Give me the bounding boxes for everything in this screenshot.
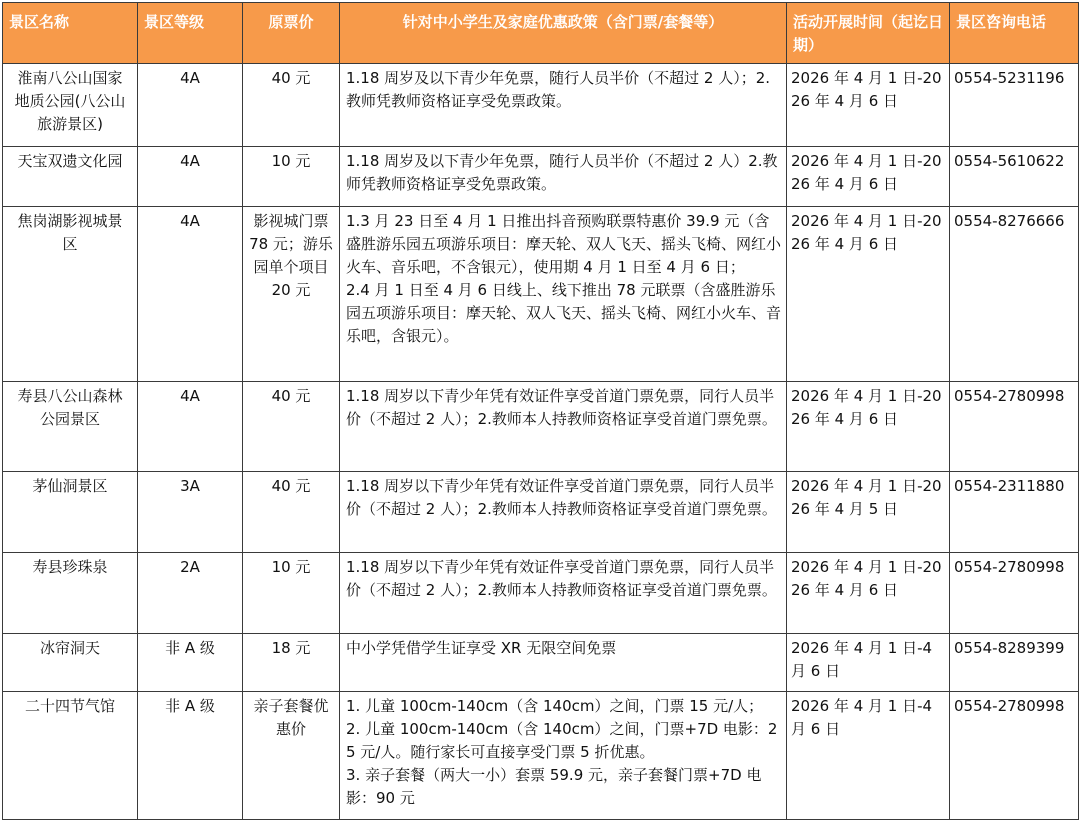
cell-price: 40 元 (243, 382, 340, 472)
cell-phone: 0554-2780998 (950, 692, 1079, 820)
cell-name: 寿县八公山森林公园景区 (3, 382, 138, 472)
header-time: 活动开展时间（起讫日期） (787, 3, 950, 64)
policy-line: 2.4 月 1 日至 4 月 6 日线上、线下推出 78 元联票（含盛胜游乐园五项游乐项目：摩天轮、双人飞天、摇头飞椅、网红小火车、音乐吧，含银元）。 (346, 281, 782, 345)
cell-level: 4A (138, 147, 243, 207)
cell-time: 2026 年 4 月 1 日-2026 年 4 月 6 日 (787, 147, 950, 207)
cell-policy (340, 472, 787, 553)
cell-price: 18 元 (243, 634, 340, 692)
cell-name: 天宝双遗文化园 (3, 147, 138, 207)
cell-policy (340, 207, 787, 382)
policy-line: 1.18 周岁及以下青少年免票，随行人员半价（不超过 2 人）；2.教师凭教师资格证享受免票政策。 (346, 69, 771, 110)
cell-price: 10 元 (243, 147, 340, 207)
header-name: 景区名称 (3, 3, 138, 64)
table-row (3, 207, 1079, 382)
cell-phone: 0554-8276666 (950, 207, 1079, 382)
cell-time: 2026 年 4 月 1 日-4 月 6 日 (787, 634, 950, 692)
cell-policy (340, 147, 787, 207)
cell-price: 10 元 (243, 553, 340, 634)
cell-name: 焦岗湖影视城景区 (3, 207, 138, 382)
cell-price: 40 元 (243, 472, 340, 553)
cell-time: 2026 年 4 月 1 日-2026 年 4 月 6 日 (787, 64, 950, 147)
cell-level: 4A (138, 64, 243, 147)
policy-line: 1.18 周岁以下青少年凭有效证件享受首道门票免票，同行人员半价（不超过 2 人）；2.教师本人持教师资格证享受首道门票免票。 (346, 387, 777, 428)
header-phone: 景区咨询电话 (950, 3, 1079, 64)
cell-level: 非 A 级 (138, 692, 243, 820)
cell-price: 亲子套餐优惠价 (243, 692, 340, 820)
policy-line: 1.3 月 23 日至 4 月 1 日推出抖音预购联票特惠价 39.9 元（含盛胜游乐园五项游乐项目：摩天轮、双人飞天、摇头飞椅、网红小火车、音乐吧，不含银元），使用期 4 月 1 日至 4 月 6 日； (346, 212, 782, 276)
cell-price: 影视城门票 78 元；游乐园单个项目 20 元 (243, 207, 340, 382)
cell-phone: 0554-5231196 (950, 64, 1079, 147)
policy-line: 中小学凭借学生证享受 XR 无限空间免票 (346, 639, 617, 657)
policy-line: 1. 儿童 100cm-140cm（含 140cm）之间，门票 15 元/人； (346, 697, 764, 715)
cell-time: 2026 年 4 月 1 日-2026 年 4 月 6 日 (787, 207, 950, 382)
cell-time: 2026 年 4 月 1 日-2026 年 4 月 5 日 (787, 472, 950, 553)
cell-policy (340, 553, 787, 634)
cell-name: 二十四节气馆 (3, 692, 138, 820)
policy-line: 1.18 周岁以下青少年凭有效证件享受首道门票免票，同行人员半价（不超过 2 人）；2.教师本人持教师资格证享受首道门票免票。 (346, 558, 777, 599)
cell-policy (340, 692, 787, 820)
policy-line: 1.18 周岁以下青少年凭有效证件享受首道门票免票，同行人员半价（不超过 2 人）；2.教师本人持教师资格证享受首道门票免票。 (346, 477, 777, 518)
cell-level: 4A (138, 382, 243, 472)
cell-level: 非 A 级 (138, 634, 243, 692)
cell-time: 2026 年 4 月 1 日-2026 年 4 月 6 日 (787, 553, 950, 634)
cell-name: 冰帘洞天 (3, 634, 138, 692)
table-row (3, 634, 1079, 692)
scenic-discount-table (2, 2, 1079, 820)
cell-time: 2026 年 4 月 1 日-2026 年 4 月 6 日 (787, 382, 950, 472)
table-row (3, 553, 1079, 634)
cell-price: 40 元 (243, 64, 340, 147)
cell-phone: 0554-2780998 (950, 382, 1079, 472)
table-row (3, 382, 1079, 472)
header-policy: 针对中小学生及家庭优惠政策（含门票/套餐等） (340, 3, 787, 64)
scenic-discount-table-page (0, 2, 1080, 830)
cell-name: 茅仙洞景区 (3, 472, 138, 553)
cell-name: 寿县珍珠泉 (3, 553, 138, 634)
policy-line: 2. 儿童 100cm-140cm（含 140cm）之间，门票+7D 电影：25 元/人。随行家长可直接享受门票 5 折优惠。 (346, 720, 778, 761)
cell-phone: 0554-8289399 (950, 634, 1079, 692)
policy-line: 3. 亲子套餐（两大一小）套票 59.9 元，亲子套餐门票+7D 电影：90 元 (346, 766, 762, 807)
table-row (3, 147, 1079, 207)
policy-line: 1.18 周岁及以下青少年免票，随行人员半价（不超过 2 人）2.教师凭教师资格证享受免票政策。 (346, 152, 778, 193)
cell-policy (340, 64, 787, 147)
cell-level: 2A (138, 553, 243, 634)
cell-phone: 0554-5610622 (950, 147, 1079, 207)
cell-name: 淮南八公山国家地质公园(八公山旅游景区) (3, 64, 138, 147)
cell-level: 4A (138, 207, 243, 382)
cell-policy (340, 382, 787, 472)
table-row (3, 64, 1079, 147)
header-level: 景区等级 (138, 3, 243, 64)
header-price: 原票价 (243, 3, 340, 64)
table-header-row (3, 3, 1079, 64)
cell-phone: 0554-2780998 (950, 553, 1079, 634)
table-row (3, 472, 1079, 553)
cell-policy (340, 634, 787, 692)
cell-level: 3A (138, 472, 243, 553)
cell-time: 2026 年 4 月 1 日-4 月 6 日 (787, 692, 950, 820)
cell-phone: 0554-2311880 (950, 472, 1079, 553)
table-row (3, 692, 1079, 820)
